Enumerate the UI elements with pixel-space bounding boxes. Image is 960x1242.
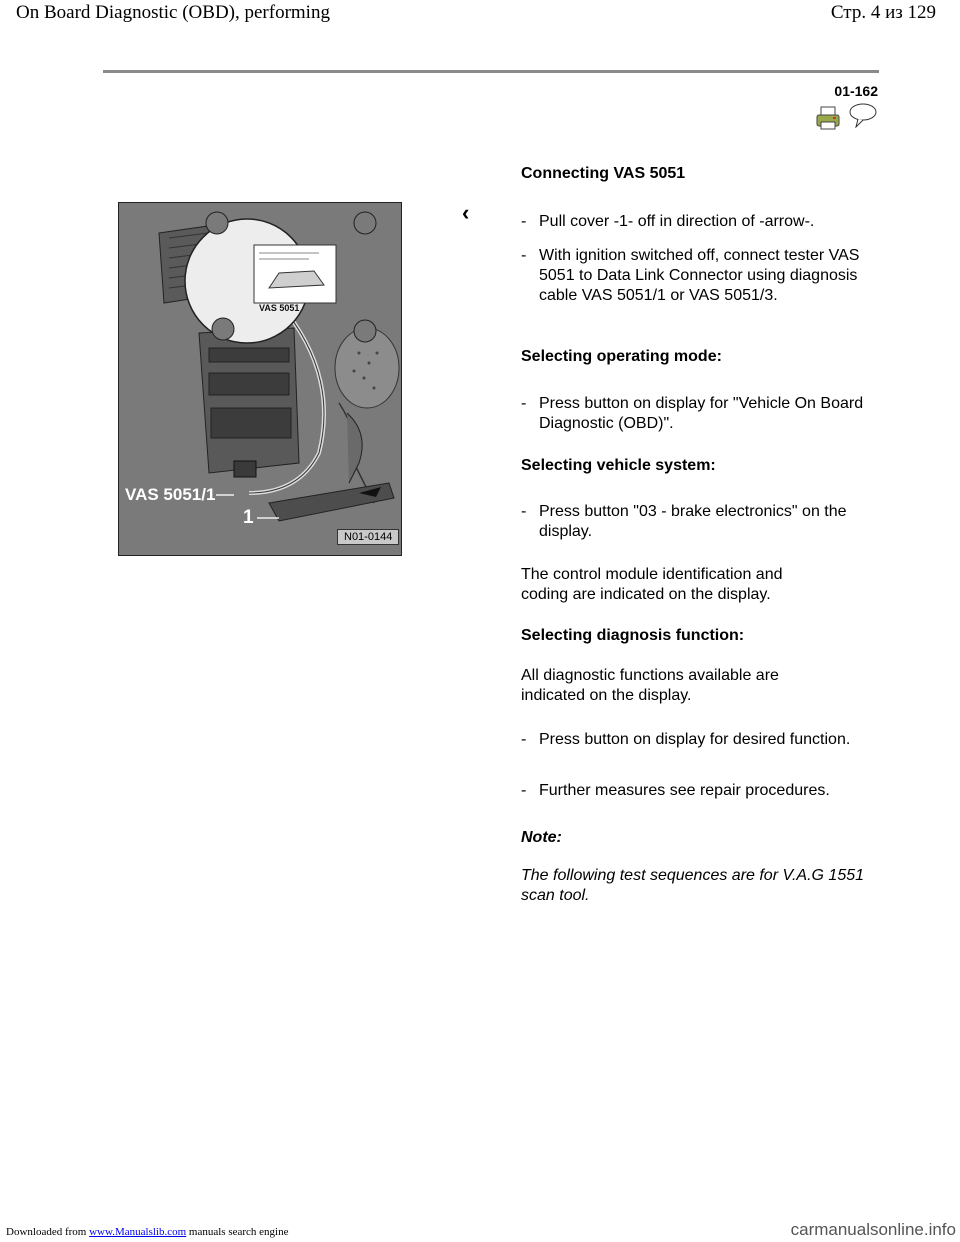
printer-icon[interactable] — [815, 105, 841, 131]
note-text: The following test sequences are for V.A.G 1551 scan tool. — [521, 867, 865, 904]
heading-operating-mode: Selecting operating mode: — [521, 348, 722, 365]
list-item: - Press button on display for "Vehicle On Board Diagnostic (OBD)". — [521, 395, 864, 432]
window-title: On Board Diagnostic (OBD), performing — [16, 2, 330, 23]
figure-label-cable: VAS 5051/1 — [125, 485, 216, 504]
paragraph-identification: The control module identification and coding are indicated on the display. — [521, 566, 783, 603]
note-label: Note: — [521, 829, 562, 846]
list-item: - Further measures see repair procedures. — [521, 782, 830, 799]
section-title: Connecting VAS 5051 — [521, 165, 686, 182]
heading-vehicle-system: Selecting vehicle system: — [521, 457, 716, 474]
figure-code: N01-0144 — [337, 529, 399, 545]
footer-source: Downloaded from www.Manualslib.com manuals search engine — [6, 1226, 289, 1238]
list-item: - Pull cover -1- off in direction of -arrow-. — [521, 213, 815, 230]
list-item: - Press button on display for desired function. — [521, 731, 851, 748]
figure-label-tester: VAS 5051 — [259, 303, 300, 313]
top-divider — [103, 70, 879, 73]
watermark-text: carmanualsonline.info — [790, 1220, 956, 1239]
heading-diagnosis-function: Selecting diagnosis function: — [521, 627, 745, 644]
list-item: - With ignition switched off, connect tester VAS 5051 to Data Link Connector using diagnosis cable VAS 5051/1 or VAS 5051/3. — [521, 247, 860, 304]
figure-label-cover: 1 — [243, 507, 254, 528]
vas-connection-illustration — [118, 202, 402, 556]
list-item: - Press button "03 - brake electronics" on the display. — [521, 503, 847, 540]
page-indicator: Стр. 4 из 129 — [830, 2, 936, 23]
manualslib-link[interactable]: www.Manualslib.com — [89, 1226, 187, 1238]
comment-bubble-icon[interactable] — [848, 102, 878, 128]
paragraph-functions: All diagnostic functions available are indicated on the display. — [521, 667, 779, 704]
pointer-arrow-icon: ‹ — [462, 200, 470, 225]
page-code: 01-162 — [834, 83, 878, 99]
